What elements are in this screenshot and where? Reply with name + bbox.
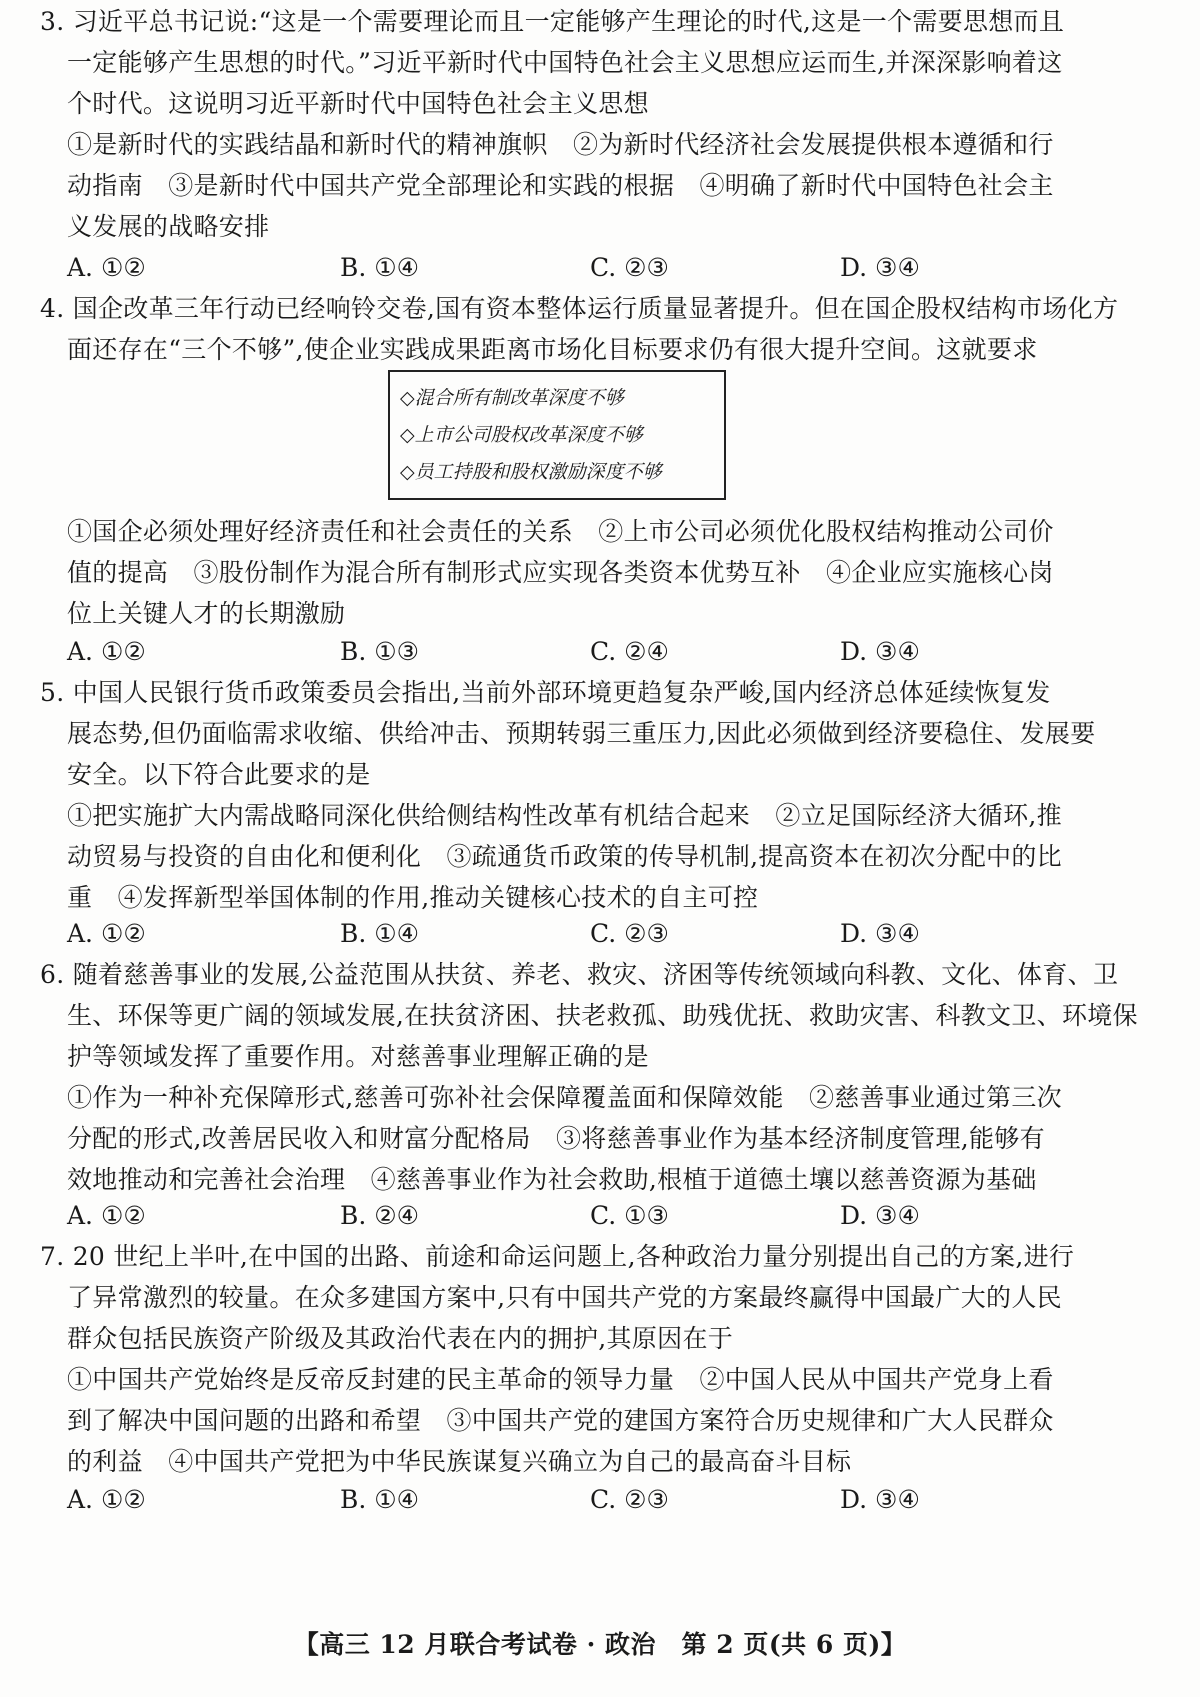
question-6-stem-line-1: 6. 随着慈善事业的发展,公益范围从扶贫、养老、救灾、济困等传统领域向科教、文化、体育、卫	[40, 960, 1119, 989]
info-box-item-1: ◇混合所有制改革深度不够	[400, 387, 624, 409]
question-4-statement-line-1: ①国企必须处理好经济责任和社会责任的关系 ②上市公司必须优化股权结构推动公司价	[67, 517, 1054, 546]
question-3-statement-line-1: ①是新时代的实践结晶和新时代的精神旗帜 ②为新时代经济社会发展提供根本遵循和行	[67, 130, 1054, 159]
question-7-stem-line-3: 群众包括民族资产阶级及其政治代表在内的拥护,其原因在于	[67, 1324, 734, 1353]
question-5-statement-line-1: ①把实施扩大内需战略同深化供给侧结构性改革有机结合起来 ②立足国际经济大循环,推	[67, 801, 1062, 830]
question-6-statement-line-1: ①作为一种补充保障形式,慈善可弥补社会保障覆盖面和保障效能 ②慈善事业通过第三次	[67, 1083, 1062, 1112]
question-5-stem-line-2: 展态势,但仍面临需求收缩、供给冲击、预期转弱三重压力,因此必须做到经济要稳住、发展要	[67, 719, 1096, 748]
question-6-statement-line-2: 分配的形式,改善居民收入和财富分配格局 ③将慈善事业作为基本经济制度管理,能够有	[67, 1124, 1045, 1153]
question-3-statement-line-3: 义发展的战略安排	[67, 212, 270, 241]
question-5-stem-line-1: 5. 中国人民银行货币政策委员会指出,当前外部环境更趋复杂严峻,国内经济总体延续恢复发	[40, 678, 1051, 707]
question-7-stem-line-1: 7. 20 世纪上半叶,在中国的出路、前途和命运问题上,各种政治力量分别提出自己的方案,进行	[40, 1242, 1075, 1271]
question-4-stem-line-2: 面还存在“三个不够”,使企业实践成果距离市场化目标要求仍有很大提升空间。这就要求	[67, 335, 1038, 364]
question-5-statement-line-3: 重 ④发挥新型举国体制的作用,推动关键核心技术的自主可控	[67, 883, 759, 912]
question-4-stem-line-1: 4. 国企改革三年行动已经响铃交卷,国有资本整体运行质量显著提升。但在国企股权结构市场化方	[40, 294, 1119, 323]
question-7-options	[0, 1480, 1200, 1520]
question-3-stem-line-2: 一定能够产生思想的时代。”习近平新时代中国特色社会主义思想应运而生,并深深影响着这	[67, 48, 1063, 77]
question-4-info-box	[388, 370, 726, 500]
question-3-option-d[interactable]: D. ③④	[840, 253, 920, 282]
page-footer: 【高三 12 月联合考试卷 · 政治 第 2 页(共 6 页)】	[293, 1630, 907, 1659]
question-5-option-d[interactable]: D. ③④	[840, 919, 920, 948]
info-box-item-3: ◇员工持股和股权激励深度不够	[400, 461, 662, 483]
question-5-option-b[interactable]: B. ①④	[340, 919, 420, 948]
question-7-option-c[interactable]: C. ②③	[590, 1485, 669, 1514]
question-3-options	[0, 248, 1200, 288]
question-7-option-a[interactable]: A. ①②	[67, 1485, 146, 1514]
question-4-option-a[interactable]: A. ①②	[67, 637, 146, 666]
question-5-options	[0, 914, 1200, 954]
question-7-statement-line-2: 到了解决中国问题的出路和希望 ③中国共产党的建国方案符合历史规律和广大人民群众	[67, 1406, 1054, 1435]
question-6-stem-line-3: 护等领域发挥了重要作用。对慈善事业理解正确的是	[67, 1042, 649, 1071]
question-3-stem-line-3: 个时代。这说明习近平新时代中国特色社会主义思想	[67, 89, 649, 118]
question-7-option-b[interactable]: B. ①④	[340, 1485, 420, 1514]
question-5-option-c[interactable]: C. ②③	[590, 919, 669, 948]
question-4-statement-line-3: 位上关键人才的长期激励	[67, 599, 346, 628]
question-4-option-c[interactable]: C. ②④	[590, 637, 669, 666]
question-4-options	[0, 632, 1200, 672]
question-5-stem-line-3: 安全。以下符合此要求的是	[67, 760, 371, 789]
question-3-option-a[interactable]: A. ①②	[67, 253, 146, 282]
question-6-statement-line-3: 效地推动和完善社会治理 ④慈善事业作为社会救助,根植于道德土壤以慈善资源为基础	[67, 1165, 1037, 1194]
question-3-stem-line-1: 3. 习近平总书记说:“这是一个需要理论而且一定能够产生理论的时代,这是一个需要思想而且	[40, 7, 1065, 36]
question-6-option-a[interactable]: A. ①②	[67, 1201, 146, 1230]
info-box-item-2: ◇上市公司股权改革深度不够	[400, 424, 643, 446]
question-6-stem-line-2: 生、环保等更广阔的领域发展,在扶贫济困、扶老救孤、助残优抚、救助灾害、科教文卫、环境保	[67, 1001, 1138, 1030]
question-4-option-d[interactable]: D. ③④	[840, 637, 920, 666]
question-7-stem-line-2: 了异常激烈的较量。在众多建国方案中,只有中国共产党的方案最终赢得中国最广大的人民	[67, 1283, 1062, 1312]
question-6-option-b[interactable]: B. ②④	[340, 1201, 420, 1230]
question-4-option-b[interactable]: B. ①③	[340, 637, 420, 666]
question-7-option-d[interactable]: D. ③④	[840, 1485, 920, 1514]
question-6-option-c[interactable]: C. ①③	[590, 1201, 669, 1230]
question-7-statement-line-1: ①中国共产党始终是反帝反封建的民主革命的领导力量 ②中国人民从中国共产党身上看	[67, 1365, 1054, 1394]
question-6-options	[0, 1196, 1200, 1236]
question-7-statement-line-3: 的利益 ④中国共产党把为中华民族谋复兴确立为自己的最高奋斗目标	[67, 1447, 852, 1476]
question-3-option-c[interactable]: C. ②③	[590, 253, 669, 282]
question-3-statement-line-2: 动指南 ③是新时代中国共产党全部理论和实践的根据 ④明确了新时代中国特色社会主	[67, 171, 1054, 200]
question-4-statement-line-2: 值的提高 ③股份制作为混合所有制形式应实现各类资本优势互补 ④企业应实施核心岗	[67, 558, 1054, 587]
question-5-statement-line-2: 动贸易与投资的自由化和便利化 ③疏通货币政策的传导机制,提高资本在初次分配中的比	[67, 842, 1062, 871]
question-3-option-b[interactable]: B. ①④	[340, 253, 420, 282]
question-5-option-a[interactable]: A. ①②	[67, 919, 146, 948]
question-6-option-d[interactable]: D. ③④	[840, 1201, 920, 1230]
